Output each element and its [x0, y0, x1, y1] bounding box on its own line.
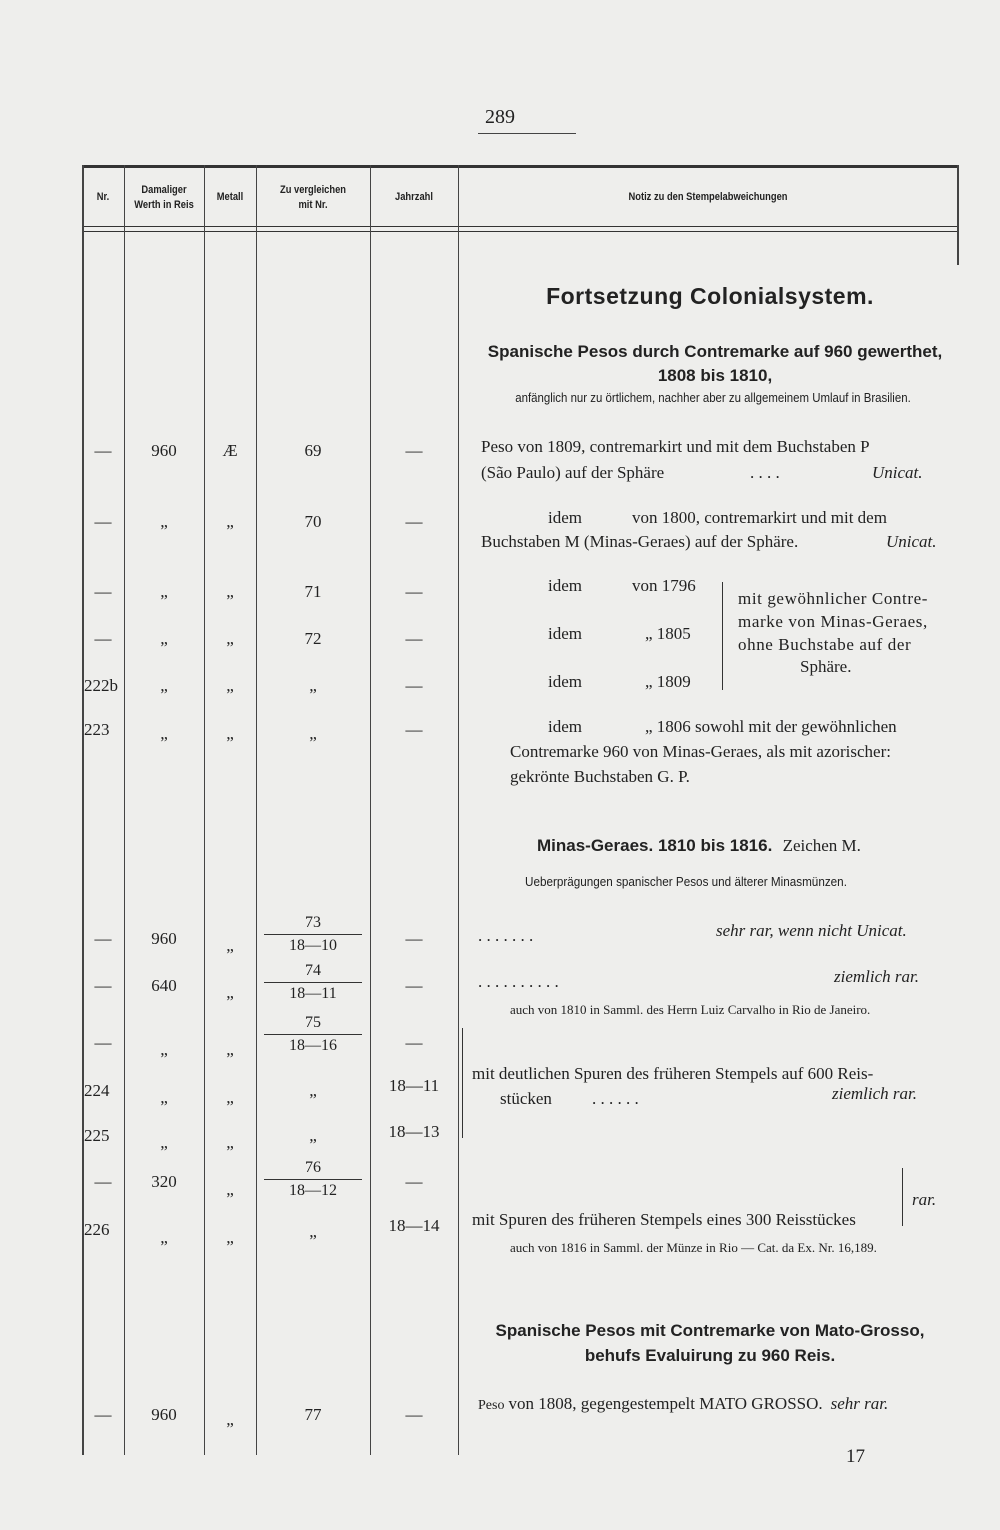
note-ziemlich-rar: ziemlich rar.: [834, 967, 919, 986]
cell-jahrzahl: —: [405, 676, 423, 695]
column-divider-1: [124, 165, 125, 1455]
cell-jahrzahl: —: [405, 629, 423, 648]
cell-wert: „: [160, 1228, 168, 1247]
note-idem: idem: [548, 576, 582, 595]
cell-vergleichen: „: [309, 1222, 317, 1241]
cell-metall: „: [226, 936, 234, 955]
cell-vergleichen: „: [309, 676, 317, 695]
note-deutlichen-spuren: mit deutlichen Spuren des früheren Stempels auf 600 Reis-: [472, 1064, 874, 1083]
cell-vergleichen-fraction: $\frac{75}{18—16}$: [264, 1014, 362, 1055]
note-peso-1809-line2: (São Paulo) auf der Sphäre: [481, 463, 665, 482]
cell-jahrzahl: —: [405, 512, 423, 531]
page-number-rule: [478, 133, 576, 134]
cell-nr: —: [94, 582, 112, 601]
cell-metall: Æ: [222, 441, 238, 460]
note-1806: „ 1806 sowohl mit der gewöhnlichen: [645, 717, 897, 736]
cell-wert: „: [160, 724, 168, 743]
column-divider-4: [370, 165, 371, 1455]
header-notiz: Notiz zu den Stempelabweichungen: [628, 191, 788, 203]
cell-vergleichen: 72: [304, 629, 322, 648]
note-dots: . . . . . . .: [478, 926, 534, 945]
cell-wert: „: [160, 1040, 168, 1059]
section3-heading: Spanische Pesos mit Contremarke von Mato-Grosso,: [495, 1321, 925, 1340]
cell-metall: „: [226, 1133, 234, 1152]
table-left-border: [82, 165, 84, 1455]
cell-nr: 225: [84, 1126, 110, 1145]
cell-jahrzahl: —: [405, 976, 423, 995]
column-divider-3: [256, 165, 257, 1455]
footer-page-number: 17: [846, 1446, 865, 1467]
cell-nr: —: [94, 1172, 112, 1191]
note-sehr-rar: sehr rar, wenn nicht Unicat.: [716, 921, 907, 940]
group-brace: [462, 1028, 469, 1138]
note-contremarke-960: Contremarke 960 von Minas-Geraes, als mit azorischer:: [510, 742, 891, 761]
cell-metall: „: [226, 724, 234, 743]
group-brace: [714, 582, 723, 690]
note-idem: idem: [548, 624, 582, 643]
note-idem: idem: [548, 717, 582, 736]
cell-nr: —: [94, 1405, 112, 1424]
section1-heading-years: 1808 bis 1810,: [657, 366, 773, 385]
cell-metall: „: [226, 1410, 234, 1429]
cell-wert: „: [160, 582, 168, 601]
cell-metall: „: [226, 983, 234, 1002]
cell-wert: 640: [151, 976, 177, 995]
table-right-border: [957, 165, 959, 265]
header-wert: Damaliger Werth in Reis: [134, 183, 194, 211]
header-nr: Nr.: [96, 191, 110, 203]
note-ohne-buchstabe: ohne Buchstabe auf der: [738, 635, 912, 654]
cell-wert: „: [160, 1133, 168, 1152]
section2-subheading: Ueberprägungen spanischer Pesos und älterer Minasmünzen.: [525, 874, 847, 889]
cell-metall: „: [226, 1180, 234, 1199]
header-metall: Metall: [216, 191, 244, 203]
cell-metall: „: [226, 1088, 234, 1107]
cell-nr: —: [94, 976, 112, 995]
note-peso-1809: Peso von 1809, contremarkirt und mit dem Buchstaben P: [481, 437, 870, 456]
note-gekroente-buchstaben: gekrönte Buchstaben G. P.: [510, 767, 690, 786]
note-von-1809: „ 1809: [645, 672, 691, 691]
section1-heading: Spanische Pesos durch Contremarke auf 960 gewerthet,: [487, 342, 943, 361]
table-top-rule: [82, 165, 959, 168]
note-stuecken: stücken: [500, 1089, 552, 1108]
cell-jahrzahl: —: [405, 929, 423, 948]
cell-vergleichen-fraction: $\frac{73}{18—10}$: [264, 914, 362, 955]
note-dots: . . . .: [750, 463, 780, 482]
cell-wert: „: [160, 512, 168, 531]
note-ziemlich-rar: ziemlich rar.: [832, 1084, 917, 1103]
header-vergleichen: Zu vergleichen mit Nr.: [279, 183, 346, 211]
note-von-1800: von 1800, contremarkirt und mit dem: [632, 508, 887, 527]
cell-jahrzahl: 18—13: [388, 1122, 440, 1141]
cell-vergleichen-fraction: $\frac{76}{18—12}$: [264, 1159, 362, 1200]
cell-jahrzahl: 18—14: [388, 1216, 440, 1235]
cell-nr: —: [94, 512, 112, 531]
cell-metall: „: [226, 582, 234, 601]
cell-jahrzahl: —: [405, 720, 423, 739]
note-rar: rar.: [912, 1190, 937, 1209]
note-dots: . . . . . .: [592, 1089, 639, 1108]
note-dots: . . . . . . . . . .: [478, 972, 559, 991]
cell-nr: 224: [84, 1081, 110, 1100]
cell-metall: „: [226, 1040, 234, 1059]
column-divider-2: [204, 165, 205, 1455]
cell-metall: „: [226, 512, 234, 531]
cell-vergleichen: 69: [304, 441, 322, 460]
section3-heading-2: behufs Evaluirung zu 960 Reis.: [584, 1346, 836, 1365]
note-unicat: Unicat.: [886, 532, 937, 551]
cell-vergleichen: 71: [304, 582, 322, 601]
note-idem: idem: [548, 672, 582, 691]
cell-vergleichen: „: [309, 1081, 317, 1100]
note-unicat: Unicat.: [872, 463, 923, 482]
note-von-1796: von 1796: [632, 576, 696, 595]
page-number: 289: [485, 106, 515, 128]
note-sphaere: Sphäre.: [800, 657, 852, 676]
cell-metall: „: [226, 676, 234, 695]
cell-nr: —: [94, 929, 112, 948]
cell-nr: —: [94, 629, 112, 648]
cell-nr: 226: [84, 1220, 110, 1239]
section-title: Fortsetzung Colonialsystem.: [546, 283, 874, 309]
header-bottom-rule-2: [82, 231, 959, 232]
cell-jahrzahl: —: [405, 1033, 423, 1052]
note-samml-muenze: auch von 1816 in Samml. der Münze in Rio — Cat. da Ex. Nr. 16,189.: [510, 1240, 877, 1255]
header-bottom-rule: [82, 226, 959, 227]
cell-wert: 960: [151, 441, 177, 460]
note-von-1805: „ 1805: [645, 624, 691, 643]
cell-vergleichen: 70: [304, 512, 322, 531]
cell-vergleichen: 77: [304, 1405, 322, 1424]
cell-jahrzahl: —: [405, 1405, 423, 1424]
note-idem: idem: [548, 508, 582, 527]
cell-wert: 960: [151, 1405, 177, 1424]
note-spuren-300: mit Spuren des früheren Stempels eines 300 Reisstückes: [472, 1210, 856, 1229]
cell-wert: „: [160, 629, 168, 648]
cell-jahrzahl: 18—11: [388, 1076, 440, 1095]
cell-wert: „: [160, 1088, 168, 1107]
cell-nr: —: [94, 1033, 112, 1052]
cell-nr: 223: [84, 720, 110, 739]
cell-metall: „: [226, 629, 234, 648]
note-buchstaben-m: Buchstaben M (Minas-Geraes) auf der Sphäre.: [481, 532, 799, 551]
group-brace: [896, 1168, 903, 1226]
cell-jahrzahl: —: [405, 1172, 423, 1191]
note-mato-grosso: Peso von 1808, gegengestempelt MATO GROSSO. sehr rar.: [478, 1394, 889, 1413]
section1-subheading: anfänglich nur zu örtlichem, nachher aber zu allgemeinem Umlauf in Brasilien.: [515, 390, 911, 405]
note-samml-carvalho: auch von 1810 in Samml. des Herrn Luiz Carvalho in Rio de Janeiro.: [510, 1002, 871, 1017]
note-gewoehnlicher-contremarke: mit gewöhnlicher Contre-: [738, 589, 929, 608]
cell-jahrzahl: —: [405, 441, 423, 460]
note-minas-geraes: marke von Minas-Geraes,: [738, 612, 928, 631]
cell-nr: 222b: [84, 676, 118, 695]
cell-wert: 320: [151, 1172, 177, 1191]
section2-heading: Minas-Geraes. 1810 bis 1816. Zeichen M.: [537, 836, 861, 855]
header-jahrzahl: Jahrzahl: [395, 191, 433, 203]
cell-wert: „: [160, 676, 168, 695]
cell-vergleichen-fraction: $\frac{74}{18—11}$: [264, 962, 362, 1003]
cell-nr: —: [94, 441, 112, 460]
column-divider-5: [458, 165, 459, 1455]
cell-jahrzahl: —: [405, 582, 423, 601]
cell-vergleichen: „: [309, 1126, 317, 1145]
cell-metall: „: [226, 1228, 234, 1247]
cell-wert: 960: [151, 929, 177, 948]
cell-vergleichen: „: [309, 724, 317, 743]
